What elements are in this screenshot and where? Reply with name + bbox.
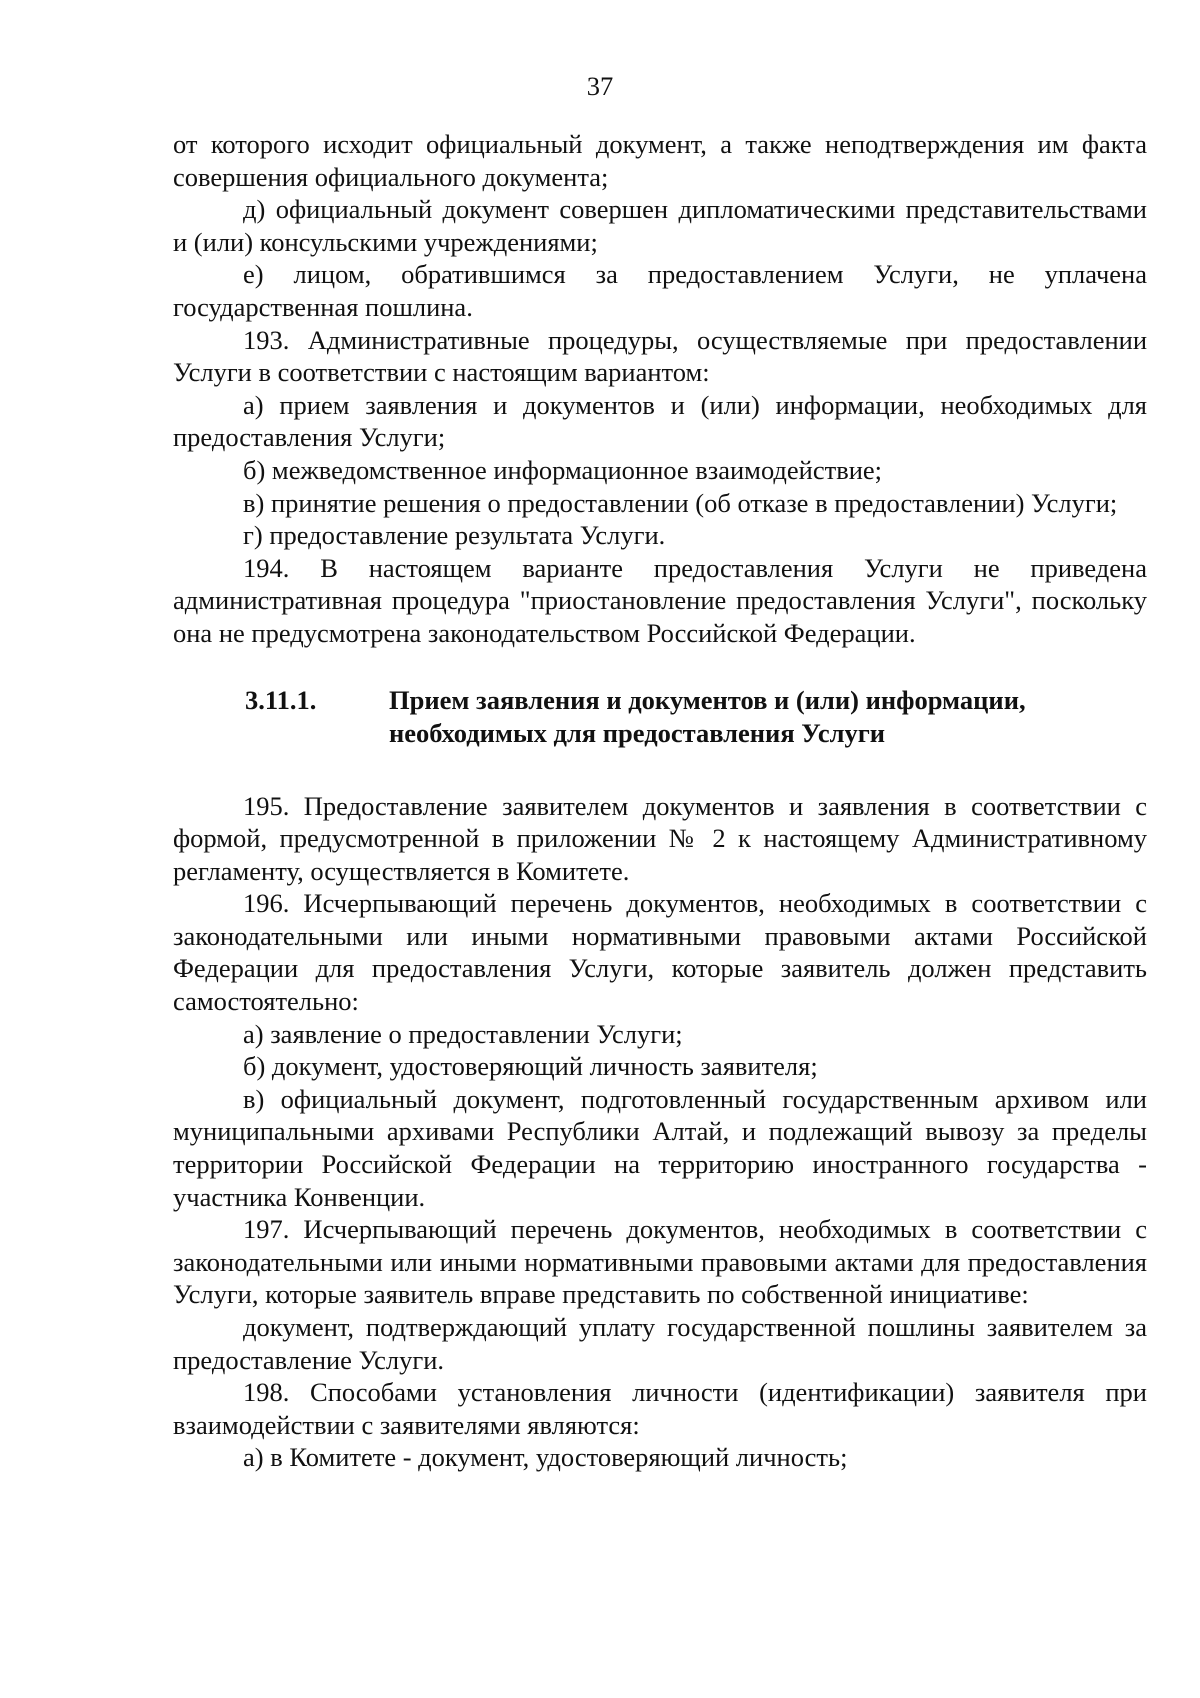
paragraph: 197. Исчерпывающий перечень документов, необходимых в соответствии с законодательными или иными нормативными правовыми актами для предоставления Услуги, которые заявитель вправе представить по собственной инициативе:	[173, 1214, 1147, 1310]
page-number: 37	[586, 71, 614, 101]
paragraph: а) заявление о предоставлении Услуги;	[243, 1018, 683, 1049]
paragraph: в) официальный документ, подготовленный государственным архивом или муниципальными архивами Республики Алтай, и подлежащий вывозу за пределы территории Российской Федерации на территорию иностранного государства - участника Конвенции.	[173, 1083, 1147, 1212]
paragraph: б) документ, удостоверяющий личность заявителя;	[243, 1051, 818, 1082]
paragraph: б) межведомственное информационное взаимодействие;	[243, 454, 883, 485]
paragraph: 196. Исчерпывающий перечень документов, необходимых в соответствии с законодательными или иными нормативными правовыми актами Российской Федерации для предоставления Услуги, которые заявитель должен представить самостоятельно:	[173, 888, 1147, 1017]
paragraph: 193. Административные процедуры, осуществляемые при предоставлении Услуги в соответствии с настоящим вариантом:	[173, 324, 1147, 388]
paragraph: д) официальный документ совершен дипломатическими представительствами и (или) консульскими учреждениями;	[173, 194, 1147, 257]
section-title-line: Прием заявления и документов и (или) информации,	[389, 684, 1026, 715]
paragraph: е) лицом, обратившимся за предоставлением Услуги, не уплачена государственная пошлина.	[173, 259, 1147, 322]
section-title-line: необходимых для предоставления Услуги	[389, 717, 886, 748]
paragraph: документ, подтверждающий уплату государственной пошлины заявителем за предоставление Услуги.	[173, 1312, 1147, 1375]
section-number: 3.11.1.	[245, 684, 317, 715]
paragraph: а) в Комитете - документ, удостоверяющий личность;	[243, 1442, 848, 1473]
paragraph: г) предоставление результата Услуги.	[243, 520, 666, 551]
paragraph: от которого исходит официальный документ, а также неподтверждения им факта совершения официального документа;	[173, 129, 1147, 192]
paragraph: а) прием заявления и документов и (или) информации, необходимых для предоставления Услуги;	[173, 389, 1147, 453]
section-title	[389, 684, 1089, 750]
paragraph: 195. Предоставление заявителем документов и заявления в соответствии с формой, предусмотренной в приложении № 2 к настоящему Административному регламенту, осуществляется в Комитете.	[173, 790, 1147, 886]
paragraph: в) принятие решения о предоставлении (об отказе в предоставлении) Услуги;	[243, 487, 1118, 518]
paragraph: 198. Способами установления личности (идентификации) заявителя при взаимодействии с заявителями являются:	[173, 1377, 1147, 1440]
body-text	[173, 128, 1147, 1474]
section-heading	[173, 684, 1147, 750]
paragraph: 194. В настоящем варианте предоставления Услуги не приведена административная процедура "приостановление предоставления Услуги", поскольку она не предусмотрена законодательством Российской Федерации.	[173, 552, 1147, 648]
